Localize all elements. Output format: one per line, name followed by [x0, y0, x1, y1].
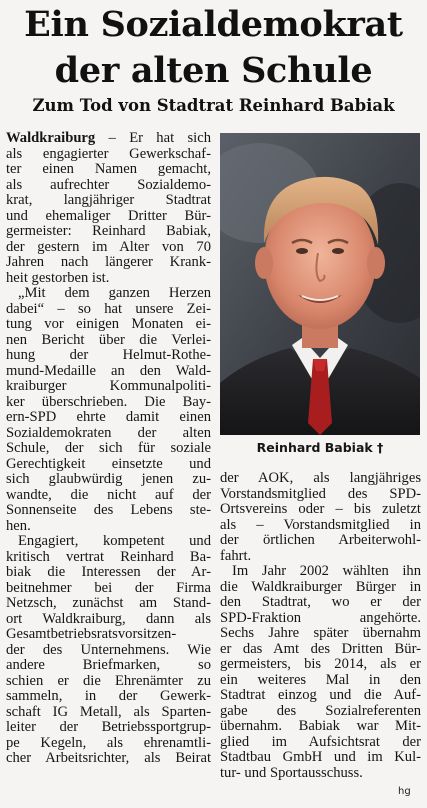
article-text-line: „Mit dem ganzen Herzen: [18, 285, 211, 301]
article-text-line: fahrt.: [220, 547, 252, 564]
article-text-line: Jahren nach längerer Krank-: [6, 254, 211, 270]
article-text-line: Sechs Jahre später übernahm: [220, 625, 421, 641]
article-text-line: er das Amt des Dritten Bür-: [220, 640, 421, 657]
article-text-line: Waldkraiburg – Er hat sich: [6, 130, 211, 146]
author-initials: hg: [398, 786, 411, 797]
article-text-line: germeister: Reinhard Babiak,: [6, 223, 211, 239]
article-text-line: als engagierter Gewerkschaf-: [6, 145, 211, 162]
article-text-line: Gesamtbetriebsratsvorsitzen-: [6, 626, 177, 642]
article-text-line: hen.: [6, 517, 31, 534]
article-subheadline: Zum Tod von Stadtrat Reinhard Babiak: [32, 96, 395, 115]
article-text-line: und ehemaliger Dritter Bür-: [6, 207, 211, 224]
article-text-line: Im Jahr 2002 wählten ihn: [232, 563, 421, 579]
headline-line-1: Ein Sozialdemokrat: [24, 4, 403, 45]
article-text-line: tur- und Sportausschuss.: [220, 764, 363, 781]
article-text-line: Engagiert, kompetent und: [18, 533, 211, 549]
article-text-line: der örtlichen Arbeiterwohl-: [220, 532, 421, 548]
article-text-line: mund-Medaille an den Wald-: [6, 362, 211, 379]
article-text-line: beitnehmer bei der Firma: [6, 579, 211, 596]
article-column-2: [220, 471, 421, 781]
article-text-line: Schule, der sich für soziale: [6, 440, 211, 456]
portrait-photo: [220, 133, 420, 435]
article-text-line: kritisch vertrat Reinhard Ba-: [6, 548, 211, 565]
article-text-line: Stadtbau GmbH und im Kul-: [220, 749, 421, 765]
article-text-line: schien er die Ehrenämter zu: [6, 672, 211, 689]
article-text-line: gabe des Sozialreferenten: [220, 702, 421, 719]
article-text-line: glied im Aufsichtsrat der: [220, 733, 421, 750]
headline-line-2: der alten Schule: [54, 50, 373, 91]
article-text-line: der AOK, als langjähriges: [220, 470, 421, 486]
article-text-line: SPD-Fraktion angehörte.: [220, 609, 421, 626]
article-text-line: pe Kegeln, als ehrenamtli-: [6, 734, 211, 751]
article-text-line: ter einen Namen gemacht,: [6, 161, 211, 177]
article-text-line: tung vor einigen Monaten ei-: [6, 316, 211, 332]
article-text-line: wandte, die nicht auf der: [6, 486, 211, 503]
article-text-line: der gestern im Alter von 70: [6, 238, 211, 255]
article-text-line: ern-SPD ehrte damit einen: [6, 409, 211, 425]
article-text-line: Ortsvereins oder – bis zuletzt: [220, 501, 421, 517]
article-text-line: die Waldkraiburger Bürger in: [220, 578, 421, 595]
article-text-line: krat, langjähriger Stadtrat: [6, 192, 211, 208]
article-text-line: andere Briefmarken, so: [6, 657, 211, 673]
article-text-line: Netzsch, zunächst am Stand-: [6, 595, 211, 611]
article-text-line: ker überschrieben. Die Bay-: [6, 393, 211, 410]
article-text-line: Sozialdemokraten der alten: [6, 424, 211, 441]
article-text-line: den Stadtrat, wo er der: [220, 594, 421, 610]
article-text-line: als aufrechter Sozialdemo-: [6, 176, 211, 193]
article-text-line: hung der Helmut-Rothe-: [6, 347, 211, 363]
article-text-line: kraiburger Kommunalpoliti-: [6, 378, 211, 394]
article-text-line: als – Vorstandsmitglied in: [220, 516, 421, 533]
article-text-line: sammeln, in der Gewerk-: [6, 688, 211, 704]
article-headline: [0, 2, 427, 94]
article-text-line: cher Arbeitsrichter, als Beirat: [6, 750, 211, 766]
photo-caption: Reinhard Babiak †: [256, 440, 384, 455]
article-text-line: schaft IG Metall, als Sparten-: [6, 703, 211, 720]
article-text-line: ort Waldkraiburg, dann als: [6, 610, 211, 627]
article-text-line: der des Unternehmens. Wie: [6, 641, 211, 658]
article-text-line: übernahm. Babiak war Mit-: [220, 718, 421, 734]
article-text-line: nen Bericht über die Verlei-: [6, 331, 211, 348]
article-text-line: Vorstandsmitglied des SPD-: [220, 485, 421, 502]
article-text-line: heit gestorben ist.: [6, 269, 110, 286]
article-dateline: Waldkraiburg: [6, 130, 96, 146]
article-text-line: Stadtrat einzog und die Auf-: [220, 687, 421, 703]
article-text-line: sich glaubwürdig jenen zu-: [6, 471, 211, 487]
article-text-line: germeisters, bis 2014, als er: [220, 656, 421, 672]
article-text-line: Gerechtigkeit einsetzte und: [6, 455, 211, 472]
article-text-line: dabei“ – so hat unsere Zei-: [6, 300, 211, 317]
article-text-line: biak die Interessen der Ar-: [6, 564, 211, 580]
article-text-line: leiter der Betriebssportgrup-: [6, 719, 211, 735]
article-column-1: [6, 131, 211, 767]
article-text-line: ein weiteres Mal in den: [220, 671, 421, 688]
portrait-image: [220, 133, 420, 435]
article-text-line: Sonnenseite des Lebens ste-: [6, 502, 211, 518]
